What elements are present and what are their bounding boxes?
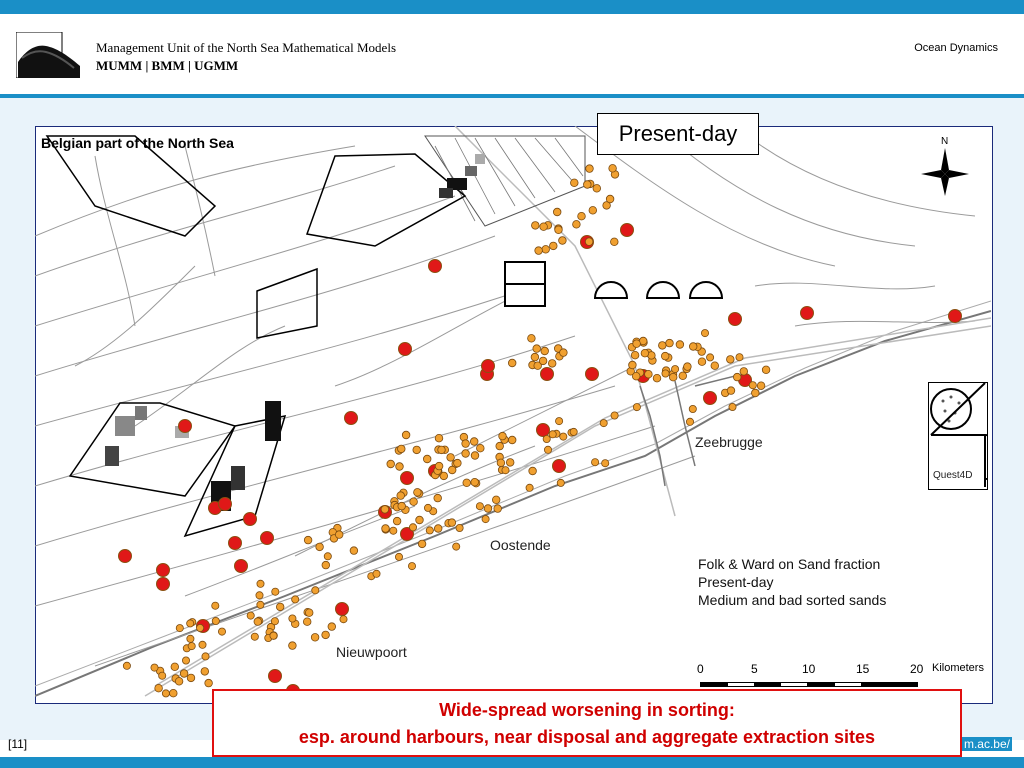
medium-sorted-point — [416, 516, 424, 524]
medium-sorted-point — [529, 467, 537, 475]
medium-sorted-point — [159, 672, 166, 679]
medium-sorted-point — [589, 207, 597, 215]
medium-sorted-point — [462, 450, 470, 458]
medium-sorted-point — [322, 561, 330, 569]
place-oostende: Oostende — [490, 537, 551, 553]
medium-sorted-point — [453, 543, 460, 550]
medium-sorted-point — [560, 349, 568, 357]
medium-sorted-point — [304, 536, 312, 544]
bad-sorted-point — [482, 360, 495, 373]
medium-sorted-point — [382, 525, 390, 533]
medium-sorted-point — [434, 525, 442, 533]
medium-sorted-point — [484, 505, 492, 513]
medium-sorted-point — [123, 662, 130, 669]
medium-sorted-point — [633, 404, 640, 411]
map-title: Belgian part of the North Sea — [41, 135, 234, 151]
medium-sorted-point — [533, 345, 541, 353]
medium-sorted-point — [506, 459, 514, 467]
medium-sorted-point — [276, 603, 284, 611]
page-number: [11] — [8, 737, 28, 751]
medium-sorted-point — [593, 185, 601, 193]
medium-sorted-point — [424, 504, 431, 511]
place-nieuwpoort: Nieuwpoort — [336, 644, 407, 660]
medium-sorted-point — [586, 165, 594, 173]
bad-sorted-point — [949, 310, 962, 323]
bad-sorted-point — [235, 560, 248, 573]
sample-symbols — [505, 262, 722, 306]
footer-accent-bar — [0, 757, 1024, 768]
medium-sorted-point — [162, 690, 169, 697]
medium-sorted-point — [653, 374, 661, 382]
medium-sorted-point — [398, 445, 406, 453]
medium-sorted-point — [396, 463, 404, 471]
medium-sorted-point — [482, 516, 489, 523]
medium-sorted-point — [350, 547, 358, 555]
org-line-1: Management Unit of the North Sea Mathematical Models — [96, 40, 397, 55]
medium-sorted-point — [602, 460, 609, 467]
medium-sorted-point — [645, 370, 653, 378]
bad-sorted-point — [229, 537, 242, 550]
medium-sorted-point — [740, 368, 748, 376]
medium-sorted-point — [175, 678, 183, 686]
sediment-map — [35, 126, 991, 702]
mumm-logo — [16, 32, 82, 78]
bad-sorted-point — [219, 498, 232, 511]
medium-sorted-point — [470, 438, 478, 446]
medium-sorted-point — [679, 372, 687, 380]
medium-sorted-point — [592, 459, 599, 466]
medium-sorted-point — [600, 420, 607, 427]
medium-sorted-point — [410, 498, 418, 506]
medium-sorted-point — [560, 433, 567, 440]
bad-sorted-point — [157, 564, 170, 577]
legend-line-3: Medium and bad sorted sands — [698, 592, 887, 608]
north-label: N — [941, 136, 949, 147]
bad-sorted-point — [553, 460, 566, 473]
medium-sorted-point — [701, 330, 708, 337]
bad-sorted-point — [399, 343, 412, 356]
legend-line-1: Folk & Ward on Sand fraction — [698, 556, 881, 572]
medium-sorted-point — [188, 643, 195, 650]
conclusion-callout — [212, 689, 962, 757]
medium-sorted-point — [528, 335, 536, 343]
medium-sorted-point — [292, 596, 299, 603]
org-acronyms: MUMM | BMM | UGMM — [96, 58, 239, 73]
medium-sorted-points — [123, 165, 770, 698]
bad-sorted-point — [261, 532, 274, 545]
medium-sorted-point — [497, 459, 505, 467]
medium-sorted-point — [256, 592, 263, 599]
bad-sorted-point — [801, 307, 814, 320]
medium-sorted-point — [684, 363, 692, 371]
medium-sorted-point — [305, 609, 313, 617]
medium-sorted-point — [736, 354, 743, 361]
bad-sorted-point — [621, 224, 634, 237]
bad-sorted-point — [704, 392, 717, 405]
bad-sorted-point — [537, 424, 550, 437]
medium-sorted-point — [322, 631, 330, 639]
medium-sorted-point — [557, 479, 564, 486]
medium-sorted-point — [752, 389, 760, 397]
medium-sorted-point — [571, 179, 579, 187]
medium-sorted-point — [409, 524, 416, 531]
medium-sorted-point — [176, 625, 183, 632]
medium-sorted-point — [438, 446, 446, 454]
medium-sorted-point — [689, 343, 697, 351]
medium-sorted-point — [155, 684, 163, 692]
medium-sorted-point — [218, 628, 225, 635]
medium-sorted-point — [494, 505, 502, 513]
medium-sorted-point — [462, 440, 470, 448]
medium-sorted-point — [676, 341, 684, 349]
medium-sorted-point — [151, 664, 158, 671]
medium-sorted-point — [289, 615, 296, 622]
medium-sorted-point — [413, 446, 421, 454]
medium-sorted-point — [471, 478, 479, 486]
medium-sorted-point — [689, 405, 696, 412]
bad-sorted-point — [336, 603, 349, 616]
medium-sorted-point — [727, 356, 735, 364]
medium-sorted-point — [749, 382, 756, 389]
medium-sorted-point — [289, 642, 297, 650]
medium-sorted-point — [578, 212, 586, 220]
medium-sorted-point — [182, 657, 189, 664]
medium-sorted-point — [629, 361, 637, 369]
medium-sorted-point — [454, 459, 462, 467]
medium-sorted-point — [531, 353, 539, 361]
medium-sorted-point — [390, 527, 397, 534]
medium-sorted-point — [659, 342, 667, 350]
bad-sorted-point — [244, 513, 257, 526]
medium-sorted-point — [205, 679, 213, 687]
coastline — [35, 311, 991, 696]
medium-sorted-point — [170, 689, 178, 697]
medium-sorted-point — [270, 632, 277, 639]
medium-sorted-point — [707, 354, 714, 361]
medium-sorted-point — [272, 588, 279, 595]
medium-sorted-point — [335, 531, 343, 539]
medium-sorted-point — [549, 431, 556, 438]
present-day-badge: Present-day — [597, 113, 759, 155]
medium-sorted-point — [456, 524, 463, 531]
medium-sorted-point — [556, 418, 563, 425]
medium-sorted-point — [381, 506, 389, 514]
medium-sorted-point — [544, 446, 551, 453]
medium-sorted-point — [570, 428, 577, 435]
scale-tick-15: 15 — [856, 662, 870, 676]
medium-sorted-point — [251, 633, 258, 640]
medium-sorted-point — [492, 496, 500, 504]
medium-sorted-point — [609, 165, 617, 173]
medium-sorted-point — [666, 339, 674, 347]
medium-sorted-point — [435, 462, 443, 470]
medium-sorted-point — [526, 484, 533, 491]
medium-sorted-point — [540, 223, 548, 231]
medium-sorted-point — [686, 418, 693, 425]
medium-sorted-point — [555, 226, 563, 234]
medium-sorted-point — [762, 366, 770, 374]
medium-sorted-point — [271, 618, 278, 625]
medium-sorted-point — [542, 246, 550, 254]
bad-sorted-point — [586, 368, 599, 381]
medium-sorted-point — [397, 492, 405, 500]
medium-sorted-point — [727, 387, 735, 395]
medium-sorted-point — [212, 617, 219, 624]
place-zeebrugge: Zeebrugge — [695, 434, 763, 450]
bad-sorted-point — [179, 420, 192, 433]
medium-sorted-point — [584, 181, 592, 189]
medium-sorted-point — [423, 455, 431, 463]
medium-sorted-point — [633, 340, 641, 348]
scale-tick-20: 20 — [910, 662, 924, 676]
medium-sorted-point — [434, 494, 442, 502]
bad-sorted-point — [269, 670, 282, 683]
callout-line-2: esp. around harbours, near disposal and aggregate extraction sites — [298, 727, 876, 747]
footer-url: m.ac.be/ — [963, 737, 1010, 751]
medium-sorted-point — [711, 362, 719, 370]
medium-sorted-point — [476, 503, 483, 510]
medium-sorted-point — [553, 208, 561, 216]
medium-sorted-point — [395, 553, 402, 560]
bad-sorted-point — [119, 550, 132, 563]
medium-sorted-point — [187, 635, 194, 642]
medium-sorted-point — [448, 519, 456, 527]
medium-sorted-point — [669, 373, 677, 381]
north-arrow-icon — [921, 148, 969, 196]
medium-sorted-point — [408, 563, 415, 570]
medium-sorted-point — [340, 616, 347, 623]
callout-line-1: Wide-spread worsening in sorting: — [439, 700, 735, 720]
medium-sorted-point — [414, 489, 422, 497]
medium-sorted-point — [328, 623, 336, 631]
medium-sorted-point — [387, 460, 395, 468]
medium-sorted-point — [257, 601, 264, 608]
organization-name — [96, 39, 396, 75]
medium-sorted-point — [197, 624, 204, 631]
medium-sorted-point — [303, 618, 311, 626]
medium-sorted-point — [311, 634, 319, 642]
medium-sorted-point — [418, 540, 426, 548]
medium-sorted-point — [508, 436, 516, 444]
legend-line-2: Present-day — [698, 574, 774, 590]
medium-sorted-point — [393, 517, 401, 525]
medium-sorted-point — [733, 373, 741, 381]
medium-sorted-point — [662, 370, 669, 377]
medium-sorted-point — [171, 663, 179, 671]
bad-sorted-point — [729, 313, 742, 326]
medium-sorted-point — [426, 527, 433, 534]
medium-sorted-point — [541, 347, 549, 355]
bad-sorted-point — [345, 412, 358, 425]
medium-sorted-point — [435, 434, 443, 442]
medium-sorted-point — [187, 620, 194, 627]
quest4d-label: Quest4D — [933, 470, 973, 481]
medium-sorted-point — [632, 372, 640, 380]
medium-sorted-point — [559, 237, 567, 245]
top-accent-bar — [0, 0, 1024, 14]
map-legend — [698, 555, 886, 609]
medium-sorted-point — [496, 442, 504, 450]
medium-sorted-point — [508, 359, 516, 367]
medium-sorted-point — [611, 238, 619, 246]
medium-sorted-point — [661, 352, 669, 360]
medium-sorted-point — [631, 351, 639, 359]
medium-sorted-point — [499, 432, 507, 440]
medium-sorted-point — [212, 602, 219, 609]
medium-sorted-point — [532, 222, 540, 230]
scale-bar — [700, 682, 918, 687]
medium-sorted-point — [373, 570, 380, 577]
medium-sorted-point — [463, 479, 471, 487]
medium-sorted-point — [606, 195, 614, 203]
medium-sorted-point — [641, 349, 649, 357]
medium-sorted-point — [585, 238, 593, 246]
scale-tick-5: 5 — [751, 662, 758, 676]
medium-sorted-point — [316, 543, 324, 551]
scale-tick-10: 10 — [802, 662, 816, 676]
bad-sorted-point — [157, 578, 170, 591]
medium-sorted-point — [698, 358, 706, 366]
medium-sorted-point — [312, 587, 319, 594]
medium-sorted-point — [573, 221, 581, 229]
scale-tick-0: 0 — [697, 662, 704, 676]
medium-sorted-point — [201, 668, 209, 676]
medium-sorted-point — [180, 670, 188, 678]
medium-sorted-point — [543, 435, 550, 442]
medium-sorted-point — [187, 674, 195, 682]
medium-sorted-point — [447, 454, 455, 462]
medium-sorted-point — [502, 467, 509, 474]
medium-sorted-point — [729, 403, 736, 410]
medium-sorted-point — [398, 502, 406, 510]
medium-sorted-point — [548, 360, 556, 368]
medium-sorted-point — [535, 247, 543, 255]
medium-sorted-point — [247, 612, 254, 619]
medium-sorted-point — [254, 618, 262, 626]
medium-sorted-point — [477, 444, 485, 452]
medium-sorted-point — [550, 242, 558, 250]
medium-sorted-point — [539, 357, 547, 365]
medium-sorted-point — [199, 641, 206, 648]
department-label: Ocean Dynamics — [914, 42, 998, 54]
medium-sorted-point — [672, 366, 679, 373]
bad-sorted-point — [401, 472, 414, 485]
medium-sorted-point — [611, 412, 618, 419]
medium-sorted-point — [471, 452, 479, 460]
scale-unit: Kilometers — [932, 662, 984, 674]
bad-sorted-point — [429, 260, 442, 273]
bad-sorted-point — [541, 368, 554, 381]
medium-sorted-point — [202, 653, 209, 660]
medium-sorted-point — [257, 580, 264, 587]
medium-sorted-point — [448, 466, 456, 474]
org-line-2 — [96, 57, 396, 75]
medium-sorted-point — [324, 553, 331, 560]
medium-sorted-point — [402, 431, 410, 439]
medium-sorted-point — [757, 382, 765, 390]
